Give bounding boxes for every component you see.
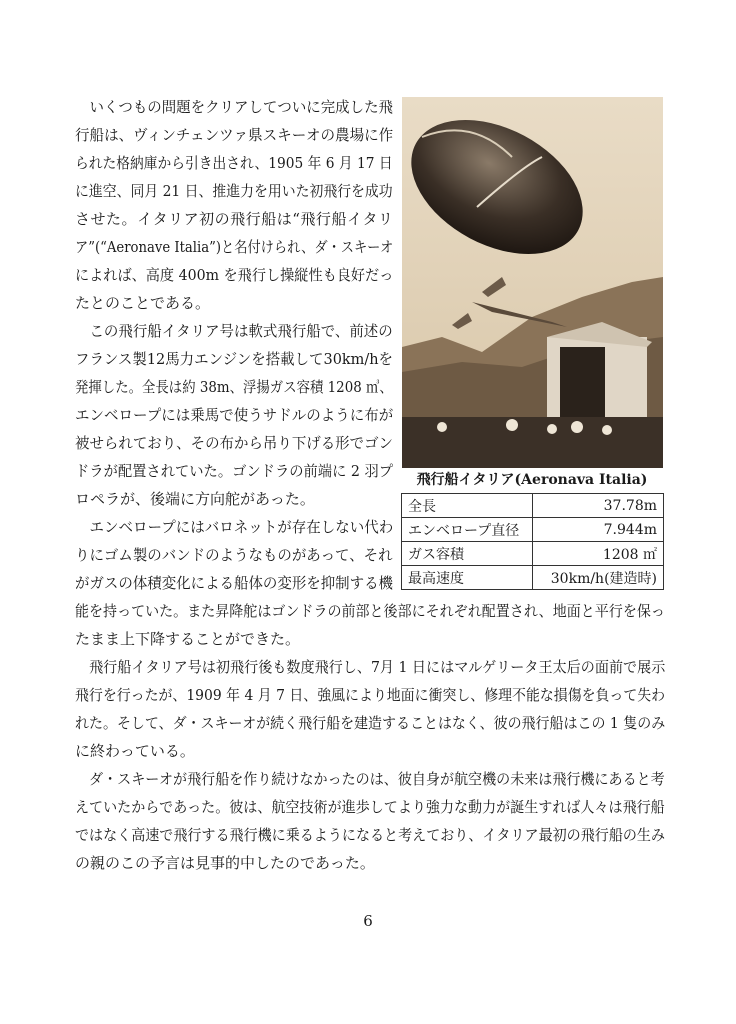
text-line: させた。イタリア初の飛行船は“飛行船イタリ [75,210,393,228]
text-line: この飛行船イタリア号は軟式飛行船で、前述の [75,322,393,340]
text-line: エンベロープには乗馬で使うサドルのように布が [75,406,394,424]
spec-label: 最高速度 [402,566,533,590]
airship-photo [402,97,663,468]
spec-value: 7.944m [533,518,664,542]
spec-label: エンベロープ直径 [402,518,533,542]
spec-value: 30km/h(建造時) [533,566,664,590]
text-line: りにゴム製のバンドのようなものがあって、それ [75,546,393,564]
table-row [402,566,664,590]
text-line: 飛行船イタリア号は初飛行後も数度飛行し、7月 1 日にはマルゲリータ王太后の面前で展示 [75,658,666,676]
text-line: の親のこの予言は見事的中したのであった。 [75,854,375,872]
table-row [402,542,664,566]
text-line: えていたからであった。彼は、航空技術が進歩してより強力な動力が誕生すれば人々は飛行船 [75,798,665,816]
text-line: たとのことである。 [75,294,211,312]
text-line: いくつもの問題をクリアしてついに完成した飛 [75,98,394,116]
text-line: ドラが配置されていた。ゴンドラの前端に 2 羽プ [75,462,394,480]
text-line: れた。そして、ダ・スキーオが続く飛行船を建造することはなく、彼の飛行船はこの 1 隻のみ [75,714,666,732]
text-line: ア”(“Aeronave Italia”)と名付けられ、ダ・スキーオ [75,238,394,256]
text-line: エンベロープにはバロネットが存在しない代わ [75,518,394,536]
text-line: 被せられており、その布から吊り下げる形でゴン [75,434,394,452]
airship-specs-table [401,493,664,590]
text-line: 飛行を行ったが、1909 年 4 月 7 日、強風により地面に衝突し、修理不能な損傷を負って失わ [75,686,666,704]
text-line: られた格納庫から引き出され、1905 年 6 月 17 日 [75,154,393,172]
text-line: 行船は、ヴィンチェンツァ県スキーオの農場に作 [75,126,394,144]
spec-label: 全長 [402,494,533,518]
text-line: ダ・スキーオが飛行船を作り続けなかったのは、彼自身が航空機の未来は飛行機にあると考 [75,770,665,788]
text-line: たまま上下降することができた。 [75,630,301,648]
text-line: フランス製12馬力エンジンを搭載して30km/hを [75,350,394,368]
spec-label: ガス容積 [402,542,533,566]
figure-caption: 飛行船イタリア(Aeronava Italia) [416,472,648,488]
spec-value: 37.78m [533,494,664,518]
table-row [402,494,664,518]
text-line: がガスの体積変化による船体の変形を抑制する機 [75,574,394,592]
text-line: に進空、同月 21 日、推進力を用いた初飛行を成功 [75,182,393,200]
text-line: ロペラが、後端に方向舵があった。 [75,490,315,508]
page-number: 6 [363,912,373,930]
text-line: によれば、高度 400m を飛行し操縦性も良好だっ [75,266,394,284]
spec-value: 1208 ㎡ [533,542,664,566]
text-line: 発揮した。全長は約 38m、浮揚ガス容積 1208 ㎥、 [75,378,393,396]
text-line: 能を持っていた。また昇降舵はゴンドラの前部と後部にそれぞれ配置され、地面と平行を保っ [75,602,665,620]
text-line: ではなく高速で飛行する飛行機に乗るようになると考えており、イタリア最初の飛行船の生み [75,826,666,844]
table-row [402,518,664,542]
text-line: に終わっている。 [75,742,195,760]
